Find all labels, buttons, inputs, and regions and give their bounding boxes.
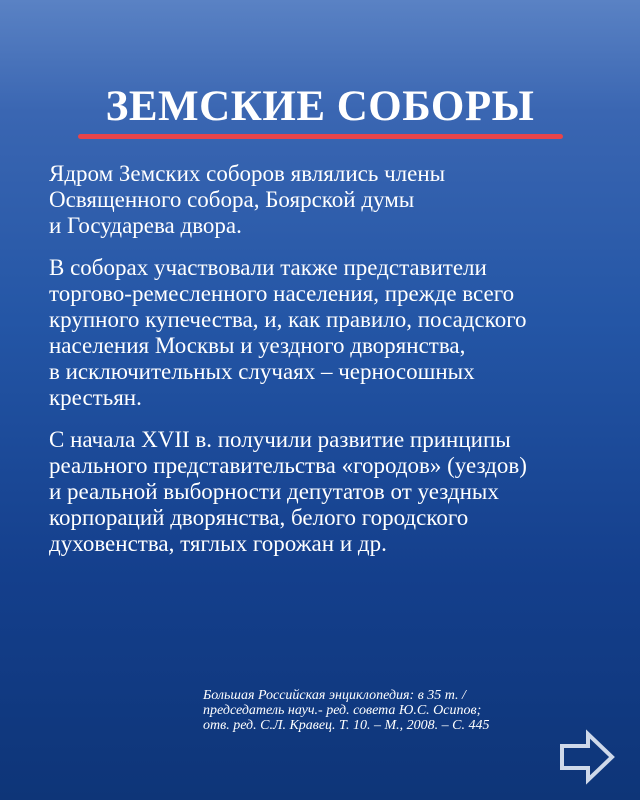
body-text <box>49 161 609 573</box>
paragraph-3: С начала XVII в. получили развитие принципы реального представительства «городов» (уездов) и реальной выборности депутатов от уездных корпораций дворянства, белого городского духовенства, тяглых горожан и др. <box>49 427 527 556</box>
page-title: ЗЕМСКИЕ СОБОРЫ <box>105 83 535 130</box>
paragraph-1: Ядром Земских соборов являлись члены Освященного собора, Боярской думы и Государева двора. <box>49 161 446 238</box>
next-slide-button[interactable] <box>558 728 616 786</box>
arrow-right-icon <box>558 728 616 786</box>
title-underline <box>78 134 563 139</box>
paragraph-2: В соборах участвовали также представители торгово-ремесленного населения, прежде всего крупного купечества, и, как правило, посадского населения Москвы и уездного дворянства, в исключительных случаях – черносошных крестьян. <box>49 255 527 410</box>
source-citation: Большая Российская энциклопедия: в 35 т. / председатель науч.- ред. совета Ю.С. Осипов; отв. ред. С.Л. Кравец. Т. 10. – М., 2008. – С. 445 <box>203 688 490 733</box>
